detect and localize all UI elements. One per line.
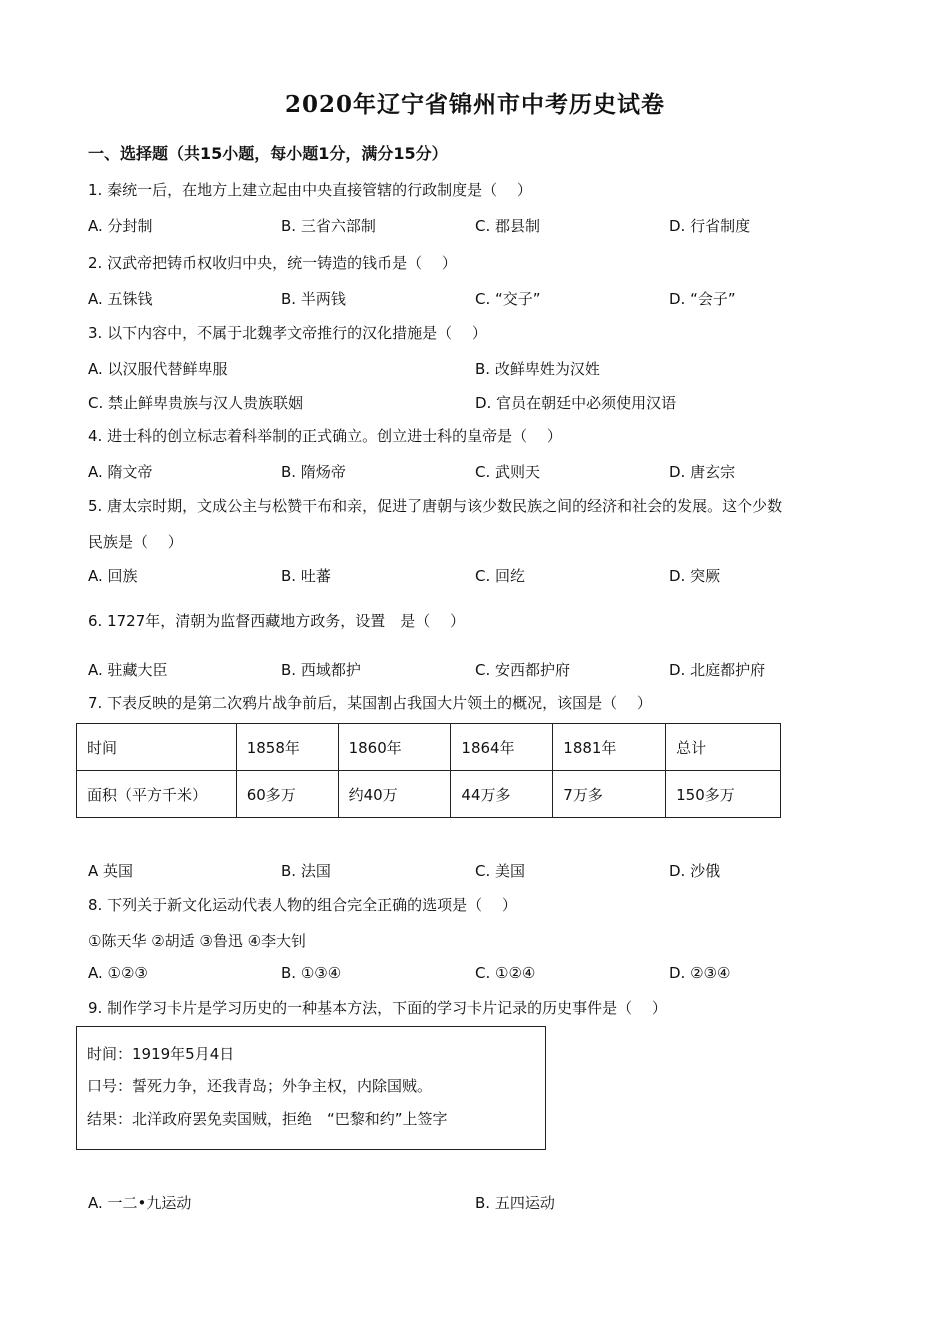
q4-option-c: C. 武则天 <box>475 463 541 481</box>
q6-option-a: A. 驻藏大臣 <box>88 661 168 679</box>
q2-option-d: D. “会子” <box>669 290 736 308</box>
q8-candidate-list: ①陈天华 ②胡适 ③鲁迅 ④李大钊 <box>88 932 307 950</box>
table-cell: 1864年 <box>451 724 553 771</box>
q8-option-d: D. ②③④ <box>669 964 731 982</box>
card-result: 结果：北洋政府罢免卖国贼，拒绝 “巴黎和约”上签字 <box>87 1110 448 1128</box>
q9-option-a: A. 一二•九运动 <box>88 1194 192 1212</box>
question-1: 1. 秦统一后，在地方上建立起由中央直接管辖的行政制度是（ ） <box>88 181 532 199</box>
q7-option-b: B. 法国 <box>281 862 331 880</box>
study-card <box>76 1026 546 1150</box>
q3-option-a: A. 以汉服代替鲜卑服 <box>88 360 228 378</box>
question-9: 9. 制作学习卡片是学习历史的一种基本方法，下面的学习卡片记录的历史事件是（ ） <box>88 999 667 1017</box>
card-slogan: 口号：誓死力争，还我青岛；外争主权，内除国贼。 <box>87 1077 433 1095</box>
question-3: 3. 以下内容中，不属于北魏孝文帝推行的汉化措施是（ ） <box>88 324 487 342</box>
q7-option-d: D. 沙俄 <box>669 862 721 880</box>
q7-option-a: A 英国 <box>88 862 134 880</box>
q6-option-d: D. 北庭都护府 <box>669 661 766 679</box>
table-cell: 150多万 <box>666 771 781 818</box>
q6-option-c: C. 安西都护府 <box>475 661 571 679</box>
q5-option-d: D. 突厥 <box>669 567 721 585</box>
q5-option-c: C. 回纥 <box>475 567 526 585</box>
question-5-line-2: 民族是（ ） <box>88 533 183 551</box>
q1-option-a: A. 分封制 <box>88 217 153 235</box>
table-cell: 1858年 <box>236 724 338 771</box>
q5-option-a: A. 回族 <box>88 567 138 585</box>
q2-option-b: B. 半两钱 <box>281 290 346 308</box>
q1-option-c: C. 郡县制 <box>475 217 541 235</box>
table-cell: 约40万 <box>338 771 451 818</box>
q9-option-b: B. 五四运动 <box>475 1194 555 1212</box>
q5-option-b: B. 吐蕃 <box>281 567 331 585</box>
question-2: 2. 汉武帝把铸币权收归中央，统一铸造的钱币是（ ） <box>88 254 457 272</box>
q8-option-a: A. ①②③ <box>88 964 148 982</box>
q8-option-b: B. ①③④ <box>281 964 342 982</box>
question-8: 8. 下列关于新文化运动代表人物的组合完全正确的选项是（ ） <box>88 896 517 914</box>
q3-option-c: C. 禁止鲜卑贵族与汉人贵族联姻 <box>88 394 304 412</box>
q3-option-d: D. 官员在朝廷中必须使用汉语 <box>475 394 677 412</box>
question-4: 4. 进士科的创立标志着科举制的正式确立。创立进士科的皇帝是（ ） <box>88 427 562 445</box>
table-cell: 时间 <box>77 724 237 771</box>
table-row <box>77 771 781 818</box>
q7-option-c: C. 美国 <box>475 862 526 880</box>
q4-option-b: B. 隋炀帝 <box>281 463 346 481</box>
q4-option-a: A. 隋文帝 <box>88 463 153 481</box>
question-5-line-1: 5. 唐太宗时期，文成公主与松赞干布和亲，促进了唐朝与该少数民族之间的经济和社会的发展。这个少数 <box>88 497 783 515</box>
table-cell: 1860年 <box>338 724 451 771</box>
table-cell: 60多万 <box>236 771 338 818</box>
table-cell: 总计 <box>666 724 781 771</box>
table-cell: 面积（平方千米） <box>77 771 237 818</box>
q8-option-c: C. ①②④ <box>475 964 536 982</box>
q6-option-b: B. 西域都护 <box>281 661 361 679</box>
question-7: 7. 下表反映的是第二次鸦片战争前后，某国割占我国大片领土的概况，该国是（ ） <box>88 694 652 712</box>
section-heading: 一、选择题（共15小题，每小题1分，满分15分） <box>88 144 448 163</box>
card-time: 时间：1919年5月4日 <box>87 1045 235 1063</box>
question-6: 6. 1727年，清朝为监督西藏地方政务，设置 是（ ） <box>88 612 466 630</box>
table-cell: 7万多 <box>553 771 666 818</box>
territory-table <box>76 723 781 818</box>
table-cell: 1881年 <box>553 724 666 771</box>
table-cell: 44万多 <box>451 771 553 818</box>
table-row <box>77 724 781 771</box>
q1-option-d: D. 行省制度 <box>669 217 751 235</box>
q1-option-b: B. 三省六部制 <box>281 217 376 235</box>
q2-option-a: A. 五铢钱 <box>88 290 153 308</box>
q4-option-d: D. 唐玄宗 <box>669 463 736 481</box>
q3-option-b: B. 改鲜卑姓为汉姓 <box>475 360 600 378</box>
page-title: 2020年辽宁省锦州市中考历史试卷 <box>284 91 665 118</box>
q2-option-c: C. “交子” <box>475 290 541 308</box>
